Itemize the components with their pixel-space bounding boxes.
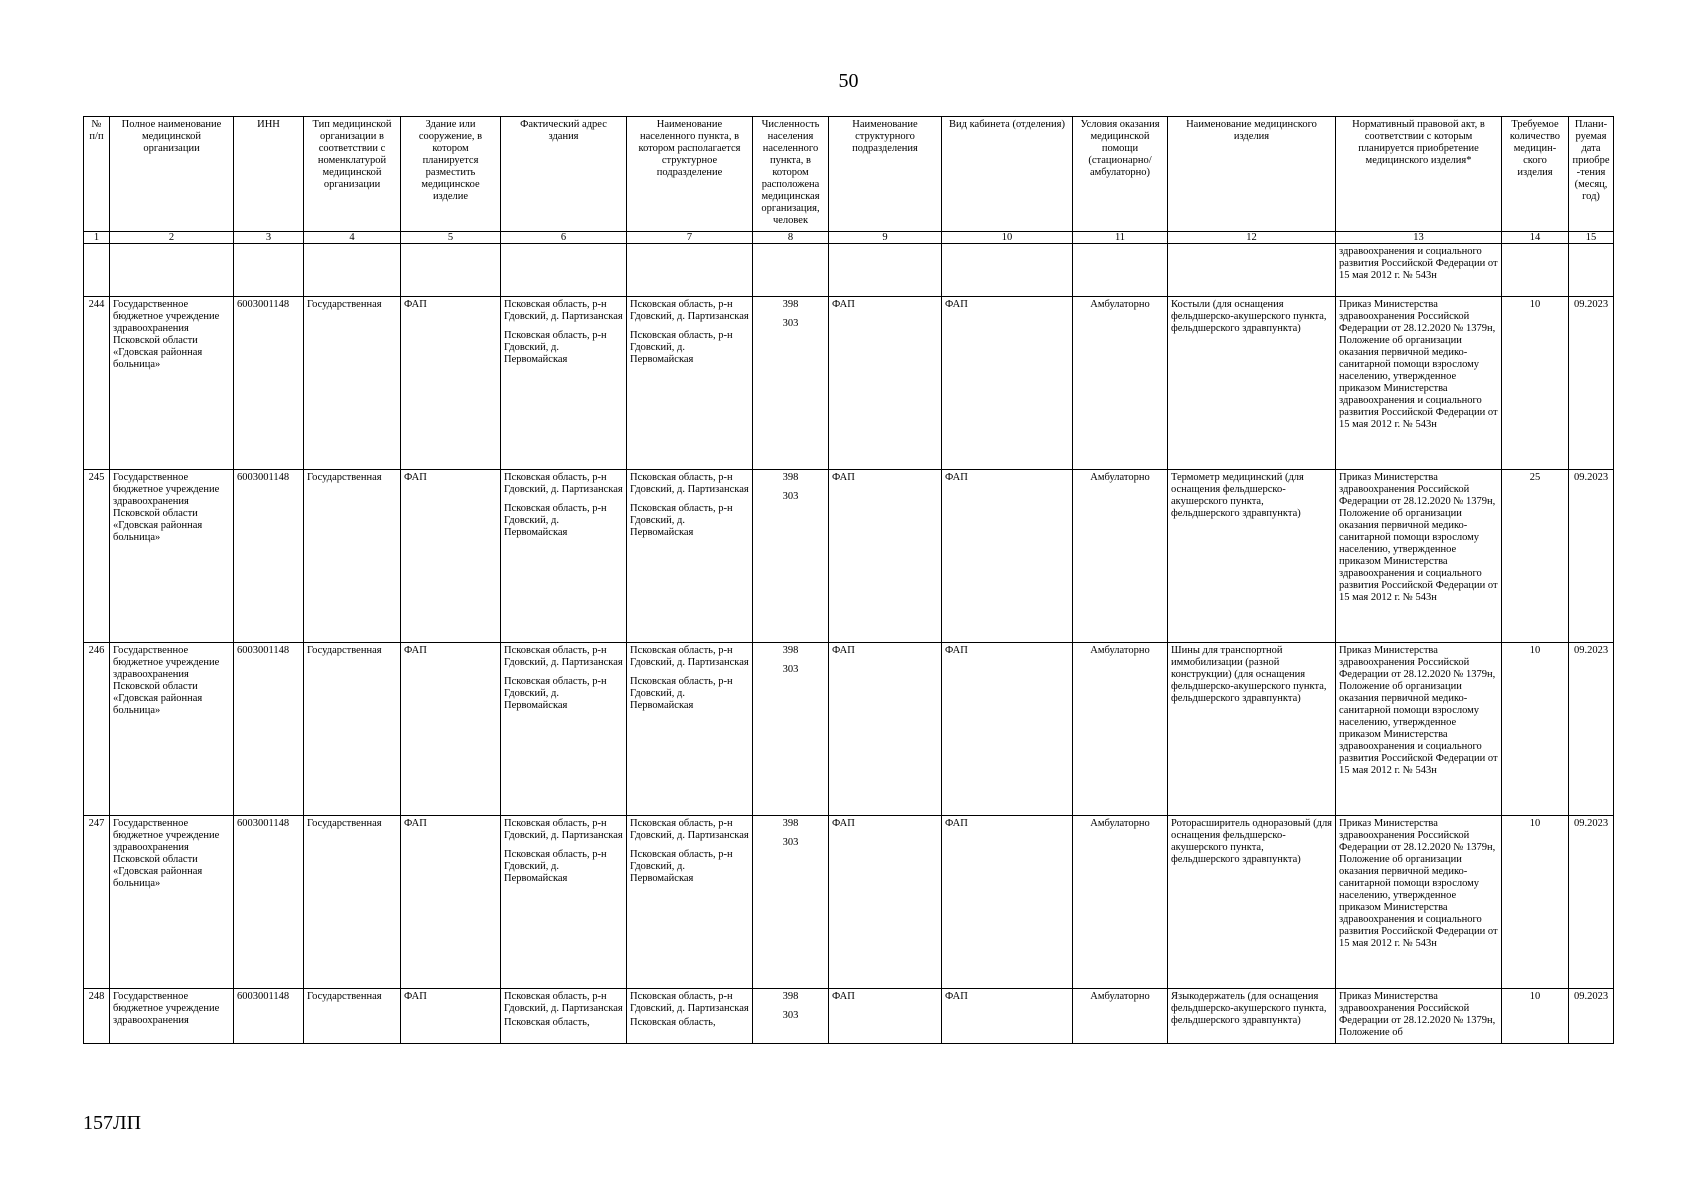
legal-act: Приказ Министерства здравоохранения Российской Федерации от 28.12.2020 № 1379н, Положение об организации оказания первичной медико-санитарной помощи взрослому населению, утвержденное приказом Министерства здравоохранения и социального развития Российской Федерации от 15 мая 2012 г. № 543н bbox=[1336, 470, 1502, 643]
column-number-row bbox=[84, 232, 1614, 244]
purchase-date: 09.2023 bbox=[1569, 643, 1614, 816]
header-cell: Наименование структурного подразделения bbox=[829, 117, 942, 232]
legal-act: Приказ Министерства здравоохранения Российской Федерации от 28.12.2020 № 1379н, Положение об организации оказания первичной медико-санитарной помощи взрослому населению, утвержденное приказом Министерства здравоохранения и социального развития Российской Федерации от 15 мая 2012 г. № 543н bbox=[1336, 297, 1502, 470]
table-row bbox=[84, 816, 1614, 989]
address-1: Псковская область, р-н Гдовский, д. Партизанская bbox=[504, 818, 623, 841]
header-cell: ИНН bbox=[234, 117, 304, 232]
locality-cell bbox=[627, 297, 753, 470]
address-cell bbox=[501, 989, 627, 1044]
inn: 6003001148 bbox=[234, 643, 304, 816]
conditions: Амбулаторно bbox=[1073, 643, 1168, 816]
row-number: 247 bbox=[84, 816, 110, 989]
address-2: Псковская область, bbox=[504, 1017, 590, 1028]
locality-1: Псковская область, р-н Гдовский, д. Партизанская bbox=[630, 991, 749, 1014]
org-name: Государственное бюджетное учреждение здравоохранения Псковской области «Гдовская районная больница» bbox=[110, 816, 234, 989]
building: ФАП bbox=[401, 470, 501, 643]
inn: 6003001148 bbox=[234, 816, 304, 989]
address-1: Псковская область, р-н Гдовский, д. Партизанская bbox=[504, 472, 623, 495]
device: Термометр медицинский (для оснащения фельдшерско-акушерского пункта, фельдшерского здравпункта) bbox=[1168, 470, 1336, 643]
locality-2: Псковская область, bbox=[630, 1017, 716, 1028]
cabinet: ФАП bbox=[942, 643, 1073, 816]
building: ФАП bbox=[401, 297, 501, 470]
row-number: 246 bbox=[84, 643, 110, 816]
device: Костыли (для оснащения фельдшерско-акушерского пункта, фельдшерского здравпункта) bbox=[1168, 297, 1336, 470]
continuation-row bbox=[84, 244, 1614, 297]
locality-1: Псковская область, р-н Гдовский, д. Партизанская bbox=[630, 472, 749, 495]
org-type: Государственная bbox=[304, 989, 401, 1044]
row-number: 245 bbox=[84, 470, 110, 643]
conditions: Амбулаторно bbox=[1073, 816, 1168, 989]
header-cell: Вид кабинета (отделения) bbox=[942, 117, 1073, 232]
column-number: 1 bbox=[84, 232, 110, 244]
header-cell: Здание или сооружение, в котором планируется разместить медицинское изделие bbox=[401, 117, 501, 232]
purchase-date: 09.2023 bbox=[1569, 297, 1614, 470]
table-row bbox=[84, 643, 1614, 816]
column-number: 4 bbox=[304, 232, 401, 244]
building: ФАП bbox=[401, 643, 501, 816]
population-cell bbox=[753, 989, 829, 1044]
header-cell: Требуемое количество медицин-ского изделия bbox=[1502, 117, 1569, 232]
column-number: 3 bbox=[234, 232, 304, 244]
cabinet: ФАП bbox=[942, 470, 1073, 643]
header-cell: Полное наименование медицинской организации bbox=[110, 117, 234, 232]
population-1: 398 bbox=[782, 472, 799, 483]
population-2: 303 bbox=[782, 491, 799, 502]
org-name: Государственное бюджетное учреждение здравоохранения Псковской области «Гдовская районная больница» bbox=[110, 470, 234, 643]
address-1: Псковская область, р-н Гдовский, д. Партизанская bbox=[504, 991, 623, 1014]
address-1: Псковская область, р-н Гдовский, д. Партизанская bbox=[504, 645, 623, 668]
population-2: 303 bbox=[782, 1010, 799, 1021]
purchase-date: 09.2023 bbox=[1569, 989, 1614, 1044]
population-1: 398 bbox=[782, 645, 799, 656]
header-cell: Условия оказания медицинской помощи (стационарно/ амбулаторно) bbox=[1073, 117, 1168, 232]
address-2: Псковская область, р-н Гдовский, д. Первомайская bbox=[504, 676, 607, 711]
population-cell bbox=[753, 643, 829, 816]
device: Языкодержатель (для оснащения фельдшерско-акушерского пункта, фельдшерского здравпункта) bbox=[1168, 989, 1336, 1044]
org-type: Государственная bbox=[304, 470, 401, 643]
locality-cell bbox=[627, 643, 753, 816]
address-cell bbox=[501, 643, 627, 816]
population-2: 303 bbox=[782, 837, 799, 848]
locality-cell bbox=[627, 989, 753, 1044]
locality-1: Псковская область, р-н Гдовский, д. Партизанская bbox=[630, 818, 749, 841]
header-cell: Нормативный правовой акт, в соответствии с которым планируется приобретение медицинского изделия* bbox=[1336, 117, 1502, 232]
population-2: 303 bbox=[782, 664, 799, 675]
header-cell: Наименование населенного пункта, в котором располагается структурное подразделение bbox=[627, 117, 753, 232]
unit: ФАП bbox=[829, 816, 942, 989]
address-1: Псковская область, р-н Гдовский, д. Партизанская bbox=[504, 299, 623, 322]
address-2: Псковская область, р-н Гдовский, д. Первомайская bbox=[504, 330, 607, 365]
column-number: 6 bbox=[501, 232, 627, 244]
table-row bbox=[84, 297, 1614, 470]
column-number: 14 bbox=[1502, 232, 1569, 244]
device: Роторасширитель одноразовый (для оснащения фельдшерско-акушерского пункта, фельдшерского здравпункта) bbox=[1168, 816, 1336, 989]
table-row bbox=[84, 989, 1614, 1044]
conditions: Амбулаторно bbox=[1073, 297, 1168, 470]
unit: ФАП bbox=[829, 643, 942, 816]
quantity: 10 bbox=[1502, 816, 1569, 989]
column-number: 13 bbox=[1336, 232, 1502, 244]
building: ФАП bbox=[401, 816, 501, 989]
page-number: 50 bbox=[838, 70, 859, 92]
unit: ФАП bbox=[829, 297, 942, 470]
org-name: Государственное бюджетное учреждение здравоохранения Псковской области «Гдовская районная больница» bbox=[110, 297, 234, 470]
population-1: 398 bbox=[782, 991, 799, 1002]
inn: 6003001148 bbox=[234, 470, 304, 643]
header-cell: Наименование медицинского изделия bbox=[1168, 117, 1336, 232]
locality-2: Псковская область, р-н Гдовский, д. Первомайская bbox=[630, 503, 733, 538]
equipment-table bbox=[83, 116, 1614, 1044]
org-type: Государственная bbox=[304, 816, 401, 989]
row-number: 244 bbox=[84, 297, 110, 470]
device: Шины для транспортной иммобилизации (разной конструкции) (для оснащения фельдшерско-акушерского пункта, фельдшерского здравпункта) bbox=[1168, 643, 1336, 816]
conditions: Амбулаторно bbox=[1073, 470, 1168, 643]
column-number: 2 bbox=[110, 232, 234, 244]
locality-1: Псковская область, р-н Гдовский, д. Партизанская bbox=[630, 645, 749, 668]
org-name: Государственное бюджетное учреждение здравоохранения Псковской области «Гдовская районная больница» bbox=[110, 643, 234, 816]
locality-cell bbox=[627, 470, 753, 643]
conditions: Амбулаторно bbox=[1073, 989, 1168, 1044]
locality-cell bbox=[627, 816, 753, 989]
quantity: 25 bbox=[1502, 470, 1569, 643]
document-code: 157ЛП bbox=[83, 1112, 142, 1134]
column-number: 5 bbox=[401, 232, 501, 244]
header-row bbox=[84, 117, 1614, 232]
population-cell bbox=[753, 470, 829, 643]
continuation-act-cell: здравоохранения и социального развития Российской Федерации от 15 мая 2012 г. № 543н bbox=[1336, 244, 1502, 297]
table-row bbox=[84, 470, 1614, 643]
inn: 6003001148 bbox=[234, 297, 304, 470]
org-name: Государственное бюджетное учреждение здравоохранения bbox=[110, 989, 234, 1044]
column-number: 9 bbox=[829, 232, 942, 244]
cabinet: ФАП bbox=[942, 816, 1073, 989]
inn: 6003001148 bbox=[234, 989, 304, 1044]
population-cell bbox=[753, 297, 829, 470]
column-number: 10 bbox=[942, 232, 1073, 244]
quantity: 10 bbox=[1502, 643, 1569, 816]
legal-act: Приказ Министерства здравоохранения Российской Федерации от 28.12.2020 № 1379н, Положение об организации оказания первичной медико-санитарной помощи взрослому населению, утвержденное приказом Министерства здравоохранения и социального развития Российской Федерации от 15 мая 2012 г. № 543н bbox=[1336, 643, 1502, 816]
column-number: 11 bbox=[1073, 232, 1168, 244]
population-1: 398 bbox=[782, 299, 799, 310]
legal-act: Приказ Министерства здравоохранения Российской Федерации от 28.12.2020 № 1379н, Положение об организации оказания первичной медико-санитарной помощи взрослому населению, утвержденное приказом Министерства здравоохранения и социального развития Российской Федерации от 15 мая 2012 г. № 543н bbox=[1336, 816, 1502, 989]
purchase-date: 09.2023 bbox=[1569, 816, 1614, 989]
population-cell bbox=[753, 816, 829, 989]
population-1: 398 bbox=[782, 818, 799, 829]
locality-1: Псковская область, р-н Гдовский, д. Партизанская bbox=[630, 299, 749, 322]
quantity: 10 bbox=[1502, 297, 1569, 470]
address-cell bbox=[501, 470, 627, 643]
cabinet: ФАП bbox=[942, 989, 1073, 1044]
address-2: Псковская область, р-н Гдовский, д. Первомайская bbox=[504, 849, 607, 884]
purchase-date: 09.2023 bbox=[1569, 470, 1614, 643]
column-number: 7 bbox=[627, 232, 753, 244]
cabinet: ФАП bbox=[942, 297, 1073, 470]
locality-2: Псковская область, р-н Гдовский, д. Первомайская bbox=[630, 330, 733, 365]
population-2: 303 bbox=[782, 318, 799, 329]
unit: ФАП bbox=[829, 470, 942, 643]
header-cell: Фактический адрес здания bbox=[501, 117, 627, 232]
locality-2: Псковская область, р-н Гдовский, д. Первомайская bbox=[630, 849, 733, 884]
column-number: 8 bbox=[753, 232, 829, 244]
unit: ФАП bbox=[829, 989, 942, 1044]
header-cell: № п/п bbox=[84, 117, 110, 232]
address-cell bbox=[501, 297, 627, 470]
org-type: Государственная bbox=[304, 297, 401, 470]
address-2: Псковская область, р-н Гдовский, д. Первомайская bbox=[504, 503, 607, 538]
row-number: 248 bbox=[84, 989, 110, 1044]
column-number: 15 bbox=[1569, 232, 1614, 244]
locality-2: Псковская область, р-н Гдовский, д. Первомайская bbox=[630, 676, 733, 711]
column-number: 12 bbox=[1168, 232, 1336, 244]
legal-act: Приказ Министерства здравоохранения Российской Федерации от 28.12.2020 № 1379н, Положение об bbox=[1336, 989, 1502, 1044]
org-type: Государственная bbox=[304, 643, 401, 816]
building: ФАП bbox=[401, 989, 501, 1044]
address-cell bbox=[501, 816, 627, 989]
header-cell: Плани-руемая дата приобре-тения (месяц, год) bbox=[1569, 117, 1614, 232]
header-cell: Тип медицинской организации в соответствии с номенклатурой медицинской организации bbox=[304, 117, 401, 232]
quantity: 10 bbox=[1502, 989, 1569, 1044]
header-cell: Численность населения населенного пункта, в котором расположена медицинская организация, человек bbox=[753, 117, 829, 232]
